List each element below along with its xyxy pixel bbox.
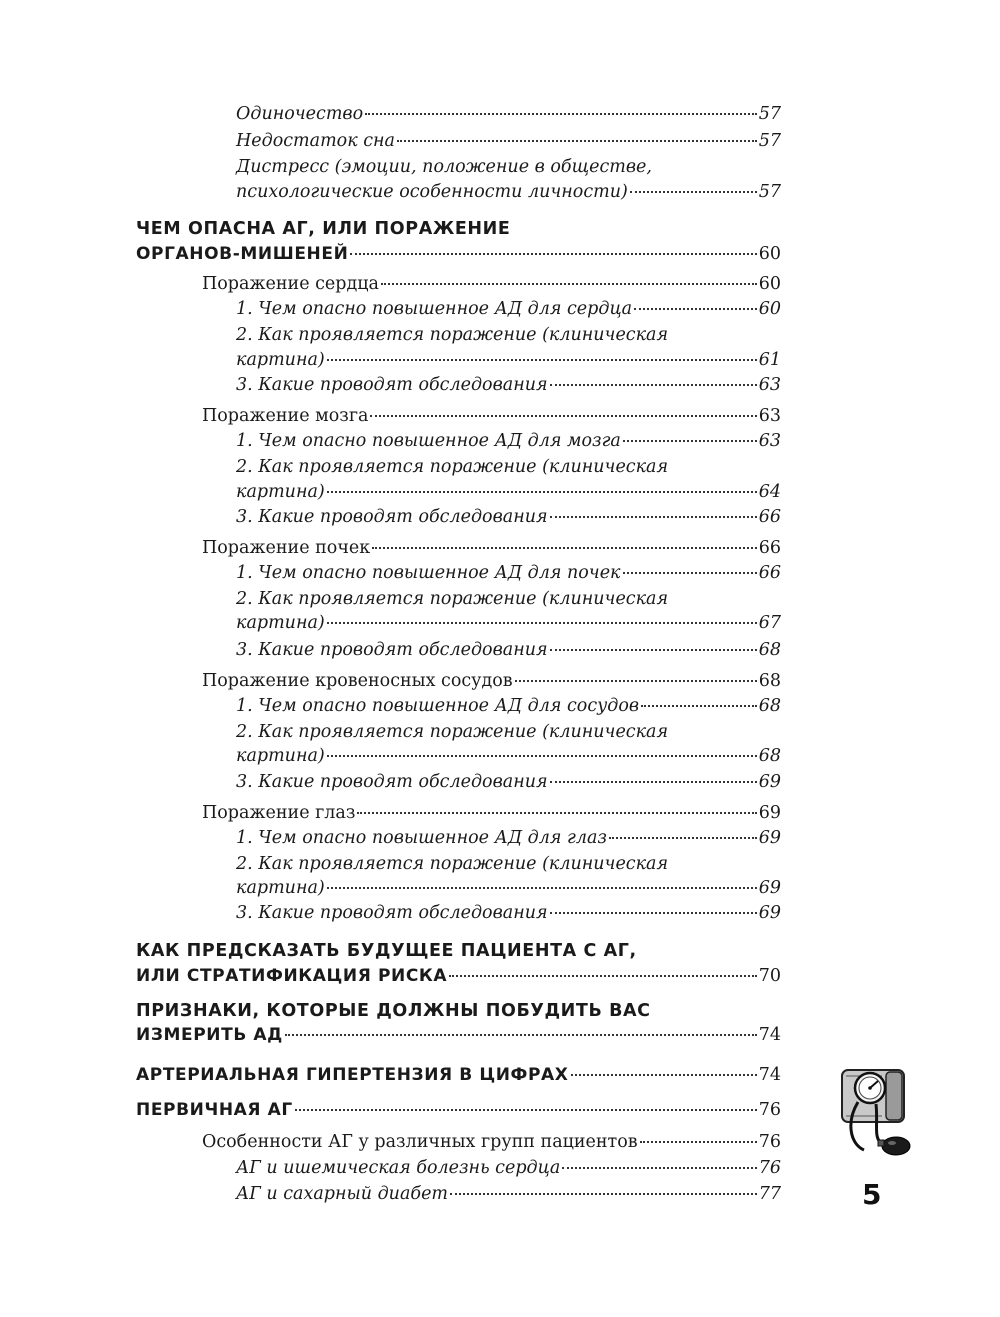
toc-entry[interactable] [236, 905, 781, 923]
dot-leader [515, 680, 757, 682]
toc-entry[interactable] [236, 698, 781, 716]
toc-entry-title-line: 2. Как проявляется поражение (клиническая [236, 589, 669, 609]
toc-page-number: 69 [758, 772, 781, 792]
toc-entry[interactable] [236, 133, 781, 151]
toc-entry-title-line: 2. Как проявляется поражение (клиническая [236, 722, 669, 742]
toc-page-number: 76 [758, 1132, 781, 1152]
toc-section-title: ИЛИ СТРАТИФИКАЦИЯ РИСКА [136, 966, 448, 986]
dot-leader [623, 440, 757, 442]
toc-entry-title-line: 2. Как проявляется поражение (клиническая [236, 457, 669, 477]
toc-entry-title: 3. Какие проводят обследования [236, 640, 548, 660]
toc-page-number: 68 [758, 671, 781, 691]
dot-leader [550, 516, 757, 518]
toc-page-number: 63 [758, 431, 781, 451]
toc-entry-title: 3. Какие проводят обследования [236, 903, 548, 923]
toc-entry-title: АГ и ишемическая болезнь сердца [236, 1158, 561, 1178]
toc-entry-title: Особенности АГ у различных групп пациентов [202, 1132, 638, 1152]
dot-leader [285, 1034, 757, 1036]
dot-leader [640, 1141, 757, 1143]
toc-section-title: ПЕРВИЧНАЯ АГ [136, 1100, 293, 1120]
toc-page-number: 61 [758, 350, 781, 370]
toc-entry-title: 1. Чем опасно повышенное АД для глаз [236, 828, 607, 848]
toc-entry-title-line: 2. Как проявляется поражение (клиническая [236, 325, 669, 345]
toc-page-number: 57 [758, 131, 781, 151]
dot-leader [449, 975, 757, 977]
dot-leader [550, 912, 757, 914]
toc-section-entry[interactable] [136, 1102, 781, 1120]
dot-leader [630, 191, 757, 193]
dot-leader [365, 113, 757, 115]
toc-section-title: ИЗМЕРИТЬ АД [136, 1025, 283, 1045]
toc-page-number: 63 [758, 406, 781, 426]
toc-entry-title: картина) [236, 482, 325, 502]
toc-entry[interactable] [202, 408, 781, 426]
toc-entry[interactable] [236, 301, 781, 319]
dot-leader [350, 253, 756, 255]
blood-pressure-monitor-icon [836, 1062, 916, 1162]
toc-entry[interactable] [202, 673, 781, 691]
page-number: 5 [862, 1178, 882, 1211]
toc-page-number: 60 [758, 274, 781, 294]
toc-page-number: 70 [758, 966, 781, 986]
toc-page-number: 74 [758, 1025, 781, 1045]
dot-leader [562, 1167, 756, 1169]
toc-entry-title-line: 2. Как проявляется поражение (клиническая [236, 854, 669, 874]
dot-leader [623, 572, 757, 574]
toc-section-entry[interactable] [136, 968, 781, 986]
dot-leader [634, 308, 757, 310]
toc-page-number: 60 [758, 244, 781, 264]
toc-entry-title: 1. Чем опасно повышенное АД для сосудов [236, 696, 640, 716]
toc-entry[interactable] [236, 774, 781, 792]
toc-entry-title: АГ и сахарный диабет [236, 1184, 449, 1204]
toc-entry[interactable] [236, 377, 781, 395]
dot-leader [295, 1109, 757, 1111]
toc-page-number: 66 [758, 507, 781, 527]
toc-entry-title: 3. Какие проводят обследования [236, 375, 548, 395]
dot-leader [372, 547, 757, 549]
dot-leader [550, 649, 757, 651]
toc-page-number: 77 [758, 1184, 781, 1204]
dot-leader [550, 781, 757, 783]
toc-section-entry[interactable] [136, 1067, 781, 1085]
toc-entry[interactable] [236, 565, 781, 583]
toc-page-number: 74 [758, 1065, 781, 1085]
toc-entry[interactable] [236, 433, 781, 451]
dot-leader [370, 415, 756, 417]
dot-leader [609, 837, 757, 839]
toc-page-number: 68 [758, 640, 781, 660]
toc-entry-title: картина) [236, 613, 325, 633]
toc-page-number: 69 [758, 903, 781, 923]
toc-entry[interactable] [202, 1134, 781, 1152]
dot-leader [327, 622, 757, 624]
toc-section-title-line: ПРИЗНАКИ, КОТОРЫЕ ДОЛЖНЫ ПОБУДИТЬ ВАС [136, 1001, 651, 1021]
toc-page-number: 60 [758, 299, 781, 319]
toc-page-number: 68 [758, 696, 781, 716]
toc-entry[interactable] [236, 352, 781, 370]
dot-leader [357, 812, 756, 814]
dot-leader [397, 140, 757, 142]
toc-page-number: 76 [758, 1100, 781, 1120]
toc-entry[interactable] [202, 276, 781, 294]
toc-entry[interactable] [202, 540, 781, 558]
dot-leader [381, 283, 757, 285]
toc-page-number: 67 [758, 613, 781, 633]
dot-leader [641, 705, 757, 707]
toc-entry-title: психологические особенности личности) [236, 182, 628, 202]
toc-entry[interactable] [236, 880, 781, 898]
toc-page-number: 76 [758, 1158, 781, 1178]
toc-entry-title: 1. Чем опасно повышенное АД для почек [236, 563, 621, 583]
toc-page-number: 63 [758, 375, 781, 395]
toc-entry[interactable] [236, 1160, 781, 1178]
toc-page-number: 69 [758, 803, 781, 823]
dot-leader [327, 755, 757, 757]
toc-page-number: 69 [758, 878, 781, 898]
toc-entry-title: Поражение глаз [202, 803, 356, 823]
toc-entry-title: Поражение мозга [202, 406, 369, 426]
toc-page-number: 69 [758, 828, 781, 848]
dot-leader [550, 384, 757, 386]
toc-entry-title: 3. Какие проводят обследования [236, 507, 548, 527]
toc-entry-title: Одиночество [236, 104, 364, 124]
toc-entry-title: картина) [236, 350, 325, 370]
dot-leader [450, 1193, 757, 1195]
toc-entry-title: 1. Чем опасно повышенное АД для мозга [236, 431, 621, 451]
toc-section-entry[interactable] [136, 1027, 781, 1045]
toc-entry[interactable] [202, 805, 781, 823]
toc-entry[interactable] [236, 509, 781, 527]
dot-leader [327, 359, 757, 361]
toc-page-number: 66 [758, 538, 781, 558]
toc-entry-title: Поражение почек [202, 538, 371, 558]
toc-entry-title: картина) [236, 878, 325, 898]
dot-leader [571, 1074, 757, 1076]
toc-entry[interactable] [236, 484, 781, 502]
toc-entry-title: Недостаток сна [236, 131, 395, 151]
toc-entry-title: Поражение кровеносных сосудов [202, 671, 513, 691]
toc-page-number: 64 [758, 482, 781, 502]
toc-entry[interactable] [236, 615, 781, 633]
toc-page-number: 57 [758, 182, 781, 202]
toc-section-title: АРТЕРИАЛЬНАЯ ГИПЕРТЕНЗИЯ В ЦИФРАХ [136, 1065, 569, 1085]
toc-entry-title: 3. Какие проводят обследования [236, 772, 548, 792]
toc-section-title-line: КАК ПРЕДСКАЗАТЬ БУДУЩЕЕ ПАЦИЕНТА С АГ, [136, 941, 637, 961]
toc-page-number: 66 [758, 563, 781, 583]
toc-section-title: ОРГАНОВ-МИШЕНЕЙ [136, 244, 349, 264]
toc-entry[interactable] [236, 748, 781, 766]
toc-entry[interactable] [236, 642, 781, 660]
toc-section-entry[interactable] [136, 246, 781, 264]
toc-entry-title: 1. Чем опасно повышенное АД для сердца [236, 299, 633, 319]
toc-entry[interactable] [236, 184, 781, 202]
toc-entry-title-line: Дистресс (эмоции, положение в обществе, [236, 157, 652, 177]
toc-entry[interactable] [236, 1186, 781, 1204]
toc-entry[interactable] [236, 106, 781, 124]
dot-leader [327, 491, 757, 493]
toc-section-title-line: ЧЕМ ОПАСНА АГ, ИЛИ ПОРАЖЕНИЕ [136, 219, 511, 239]
toc-entry-title: картина) [236, 746, 325, 766]
toc-page-number: 57 [758, 104, 781, 124]
dot-leader [327, 887, 757, 889]
toc-page-number: 68 [758, 746, 781, 766]
toc-entry-title: Поражение сердца [202, 274, 379, 294]
toc-entry[interactable] [236, 830, 781, 848]
